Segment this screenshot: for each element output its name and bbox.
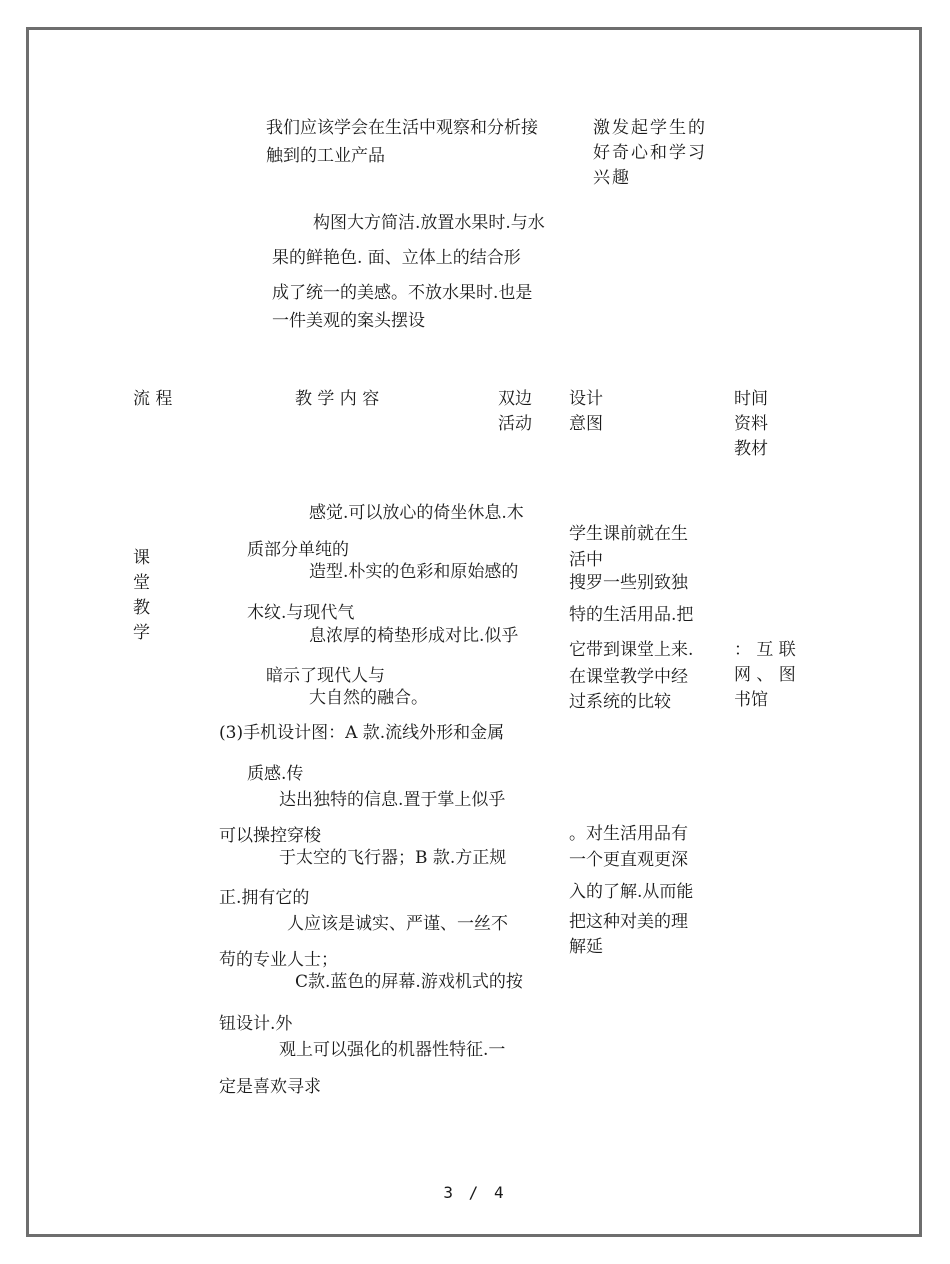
top-left-line-2: 触到的工业产品: [266, 146, 385, 166]
top-left-line-1: 我们应该学会在生活中观察和分析接: [266, 118, 538, 138]
content-line-17: 钮设计.外: [219, 1014, 293, 1034]
design-line-8: 。对生活用品有: [569, 824, 688, 844]
process-char-4: 学: [133, 623, 150, 643]
design-line-4: 特的生活用品.把: [569, 605, 694, 625]
header-design-line-2: 意图: [569, 414, 603, 434]
content-line-11: 可以操控穿梭: [219, 826, 321, 846]
top-paragraph-line-4: 一件美观的案头摆设: [272, 311, 425, 331]
design-line-11: 把这种对美的理: [569, 912, 688, 932]
content-line-15: 苟的专业人士；: [219, 950, 338, 970]
header-time-line-2: 资料: [734, 414, 768, 434]
content-line-7: 大自然的融合。: [309, 688, 428, 708]
header-time-line-1: 时间: [734, 389, 768, 409]
content-line-4: 木纹.与现代气: [247, 603, 355, 623]
top-paragraph-line-2: 果的鲜艳色. 面、立体上的结合形: [272, 248, 521, 268]
content-line-3: 造型.朴实的色彩和原始感的: [309, 562, 519, 582]
design-line-7: 过系统的比较: [569, 692, 671, 712]
content-line-13: 正.拥有它的: [219, 888, 310, 908]
top-paragraph-line-1: 构图大方简洁.放置水果时.与水: [313, 213, 545, 233]
design-line-3: 搜罗一些别致独: [569, 573, 688, 593]
design-line-12: 解延: [569, 937, 603, 957]
content-line-16: C款.蓝色的屏幕.游戏机式的按: [295, 972, 523, 992]
resources-line-1: ： 互 联: [734, 640, 796, 660]
process-char-1: 课: [133, 548, 150, 568]
header-process: 流 程: [133, 389, 173, 409]
process-char-2: 堂: [133, 573, 150, 593]
design-line-5: 它带到课堂上来.: [569, 640, 694, 660]
design-line-10: 入的了解.从而能: [569, 882, 694, 902]
design-line-6: 在课堂教学中经: [569, 667, 688, 687]
header-design-line-1: 设计: [569, 389, 603, 409]
resources-line-2: 网 、 图: [734, 665, 796, 685]
page-number: 3 / 4: [443, 1183, 507, 1202]
content-line-19: 定是喜欢寻求: [219, 1077, 321, 1097]
header-content: 教 学 内 容: [295, 389, 380, 409]
process-char-3: 教: [133, 598, 150, 618]
design-line-2: 活中: [569, 550, 603, 570]
content-line-5: 息浓厚的椅垫形成对比.似乎: [309, 626, 519, 646]
content-line-18: 观上可以强化的机器性特征.一: [279, 1040, 506, 1060]
design-line-9: 一个更直观更深: [569, 850, 688, 870]
top-right-line-1: 激发起学生的: [593, 118, 707, 138]
content-line-14: 人应该是诚实、严谨、一丝不: [287, 914, 508, 934]
content-line-12: 于太空的飞行器；B 款.方正规: [279, 848, 507, 868]
header-time-line-3: 教材: [734, 439, 768, 459]
content-line-8: (3)手机设计图：A 款.流线外形和金属: [219, 723, 505, 743]
top-paragraph-line-3: 成了统一的美感。不放水果时.也是: [272, 283, 533, 303]
top-right-line-2: 好奇心和学习: [593, 143, 707, 163]
resources-line-3: 书馆: [734, 690, 768, 710]
content-line-2: 质部分单纯的: [247, 540, 349, 560]
top-right-line-3: 兴趣: [593, 168, 631, 188]
header-activity-line-2: 活动: [498, 414, 532, 434]
content-line-6: 暗示了现代人与: [266, 666, 385, 686]
content-line-1: 感觉.可以放心的倚坐休息.木: [309, 503, 524, 523]
content-line-10: 达出独特的信息.置于掌上似乎: [279, 790, 506, 810]
content-line-9: 质感.传: [247, 764, 304, 784]
header-activity-line-1: 双边: [498, 389, 532, 409]
design-line-1: 学生课前就在生: [569, 524, 688, 544]
